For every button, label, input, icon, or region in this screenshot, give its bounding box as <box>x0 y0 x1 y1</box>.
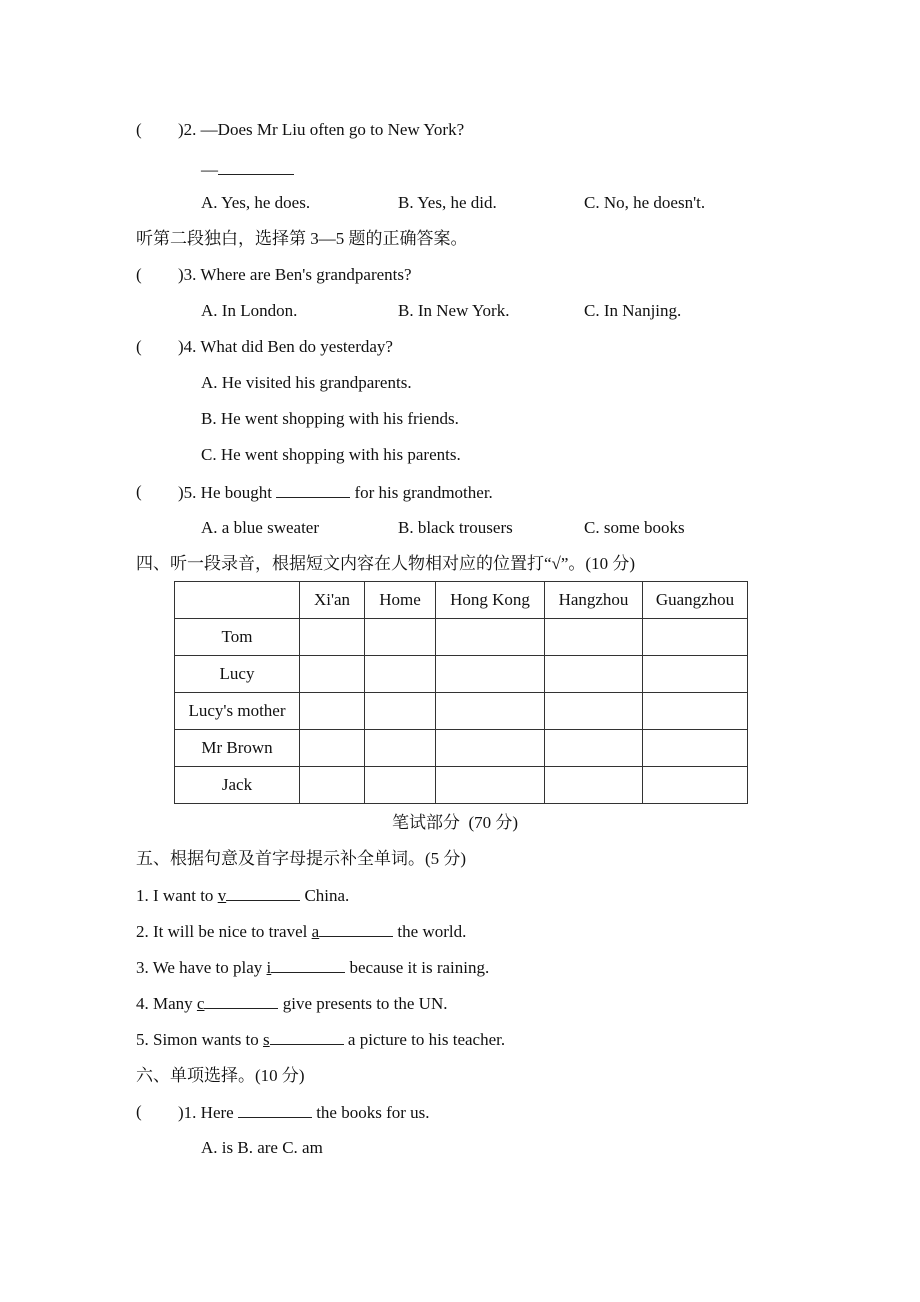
q2-answer-line <box>201 158 294 181</box>
check-cell[interactable] <box>365 619 436 656</box>
check-cell[interactable] <box>300 693 365 730</box>
q4-question: )4. What did Ben do yesterday? <box>178 337 393 356</box>
check-cell[interactable] <box>436 656 545 693</box>
check-cell[interactable] <box>545 656 643 693</box>
q5-question <box>178 481 493 504</box>
fill-hint: v <box>217 886 227 905</box>
fill-post: a picture to his teacher. <box>343 1030 506 1049</box>
q5-option-b: B. black trousers <box>398 518 513 537</box>
q5-pre: )5. He bought <box>178 483 277 502</box>
fill-post: the world. <box>393 922 467 941</box>
q4-option-a: A. He visited his grandparents. <box>201 373 412 392</box>
q3-paren[interactable]: ( <box>136 265 142 284</box>
check-cell[interactable] <box>300 656 365 693</box>
answer-blank[interactable] <box>218 158 294 175</box>
q2-option-c: C. No, he doesn't. <box>584 193 706 212</box>
check-cell[interactable] <box>643 730 748 767</box>
q5-paren[interactable]: ( <box>136 482 142 501</box>
section6-title: 六、单项选择。(10 分) <box>136 1066 305 1085</box>
check-cell[interactable] <box>545 693 643 730</box>
table-header-cell: Hong Kong <box>436 582 545 619</box>
fill-item-1 <box>136 884 349 907</box>
s6-q1-paren[interactable]: ( <box>136 1102 142 1121</box>
checkmark-table <box>174 581 748 804</box>
fill-hint: s <box>263 1030 270 1049</box>
check-cell[interactable] <box>365 730 436 767</box>
check-cell[interactable] <box>365 656 436 693</box>
q3-question: )3. Where are Ben's grandparents? <box>178 265 412 284</box>
fill-hint: i <box>266 958 272 977</box>
fill-blank[interactable] <box>204 992 278 1009</box>
written-part-title: 笔试部分 (70 分) <box>392 813 519 832</box>
check-cell[interactable] <box>300 730 365 767</box>
fill-item-3 <box>136 956 489 979</box>
q5-option-a: A. a blue sweater <box>201 518 320 537</box>
table-row <box>175 730 748 767</box>
q3-option-c: C. In Nanjing. <box>584 301 682 320</box>
check-cell[interactable] <box>545 767 643 804</box>
q5-option-c: C. some books <box>584 518 685 537</box>
check-cell[interactable] <box>643 656 748 693</box>
fill-item-5 <box>136 1028 505 1051</box>
table-row <box>175 619 748 656</box>
check-cell[interactable] <box>643 693 748 730</box>
section4-title: 四、听一段录音，根据短文内容在人物相对应的位置打“√”。(10 分) <box>136 554 635 573</box>
row-label: Jack <box>175 767 300 804</box>
fill-post: China. <box>300 886 350 905</box>
q2-option-b: B. Yes, he did. <box>398 193 497 212</box>
check-cell[interactable] <box>300 619 365 656</box>
fill-blank[interactable] <box>319 920 393 937</box>
table-row <box>175 693 748 730</box>
check-cell[interactable] <box>545 730 643 767</box>
s6-q1-post: the books for us. <box>311 1103 430 1122</box>
q5-blank[interactable] <box>276 481 350 498</box>
table-row <box>175 656 748 693</box>
s6-q1-pre: )1. Here <box>178 1103 238 1122</box>
fill-post: because it is raining. <box>345 958 490 977</box>
s6-q1-options: A. is B. are C. am <box>201 1138 323 1157</box>
fill-hint: a <box>311 922 320 941</box>
check-cell[interactable] <box>436 730 545 767</box>
row-label: Lucy <box>175 656 300 693</box>
answer-dash: — <box>201 160 218 179</box>
table-header-cell: Xi'an <box>300 582 365 619</box>
s6-q1-blank[interactable] <box>238 1101 312 1118</box>
table-header-cell <box>175 582 300 619</box>
section-instruction: 听第二段独白，选择第 3—5 题的正确答案。 <box>136 229 468 248</box>
fill-blank[interactable] <box>271 956 345 973</box>
fill-pre: 1. I want to <box>136 886 218 905</box>
fill-pre: 4. Many <box>136 994 197 1013</box>
fill-hint: c <box>196 994 205 1013</box>
table-header-cell: Home <box>365 582 436 619</box>
row-label: Mr Brown <box>175 730 300 767</box>
table-header-row <box>175 582 748 619</box>
fill-post: give presents to the UN. <box>278 994 448 1013</box>
fill-pre: 5. Simon wants to <box>136 1030 264 1049</box>
fill-pre: 3. We have to play <box>136 958 267 977</box>
q3-option-b: B. In New York. <box>398 301 510 320</box>
check-cell[interactable] <box>300 767 365 804</box>
q2-paren[interactable]: ( <box>136 120 142 139</box>
check-cell[interactable] <box>365 767 436 804</box>
check-cell[interactable] <box>436 693 545 730</box>
check-cell[interactable] <box>436 619 545 656</box>
s6-q1-question <box>178 1101 430 1124</box>
q4-option-c: C. He went shopping with his parents. <box>201 445 461 464</box>
q2-question: )2. —Does Mr Liu often go to New York? <box>178 120 465 139</box>
fill-blank[interactable] <box>270 1028 344 1045</box>
q4-paren[interactable]: ( <box>136 337 142 356</box>
fill-item-4 <box>136 992 448 1015</box>
check-cell[interactable] <box>643 619 748 656</box>
section5-title: 五、根据句意及首字母提示补全单词。(5 分) <box>136 849 467 868</box>
table-header-cell: Guangzhou <box>643 582 748 619</box>
q5-post: for his grandmother. <box>350 483 493 502</box>
q2-option-a: A. Yes, he does. <box>201 193 311 212</box>
row-label: Lucy's mother <box>175 693 300 730</box>
check-cell[interactable] <box>643 767 748 804</box>
q3-option-a: A. In London. <box>201 301 298 320</box>
fill-item-2 <box>136 920 466 943</box>
row-label: Tom <box>175 619 300 656</box>
check-cell[interactable] <box>436 767 545 804</box>
table-row <box>175 767 748 804</box>
q4-option-b: B. He went shopping with his friends. <box>201 409 459 428</box>
fill-pre: 2. It will be nice to travel <box>136 922 312 941</box>
fill-blank[interactable] <box>226 884 300 901</box>
check-cell[interactable] <box>545 619 643 656</box>
table-header-cell: Hangzhou <box>545 582 643 619</box>
check-cell[interactable] <box>365 693 436 730</box>
